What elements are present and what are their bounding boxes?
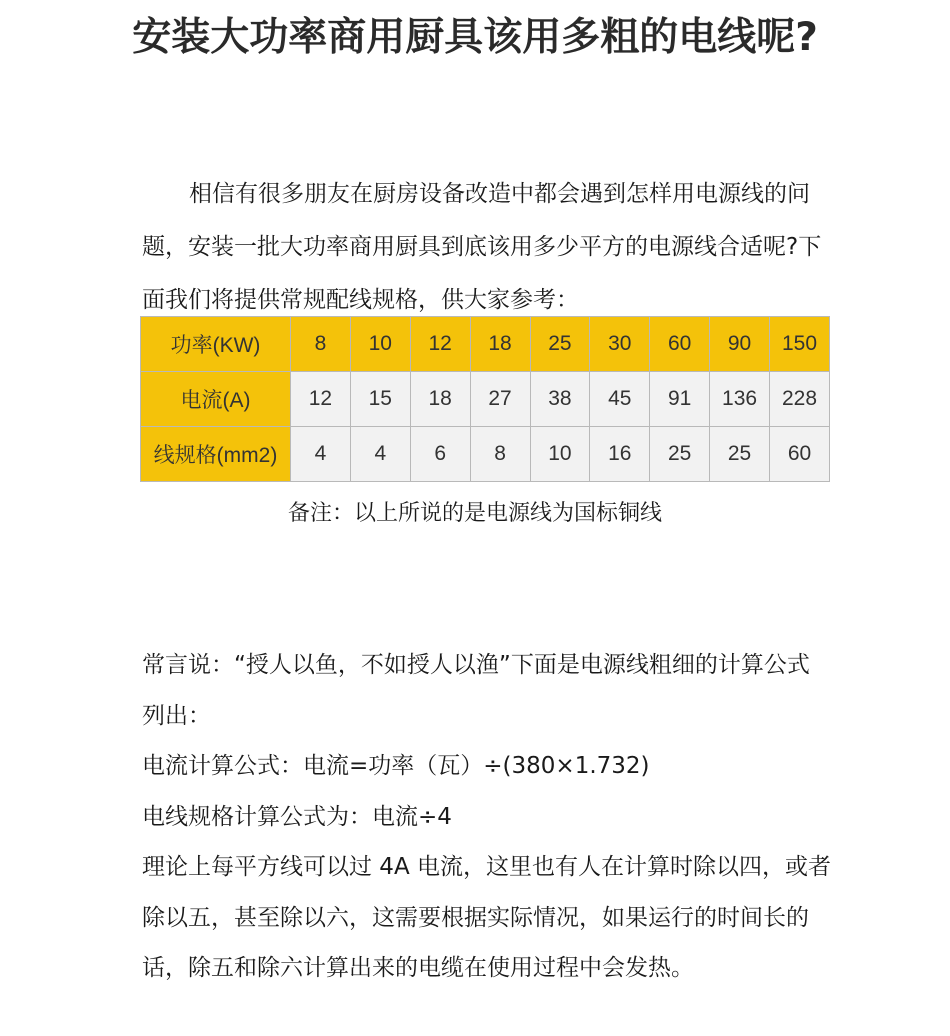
- table-cell: 12: [410, 317, 470, 372]
- table-cell: 10: [530, 427, 590, 482]
- table-cell: 25: [650, 427, 710, 482]
- formula-section: [142, 640, 832, 994]
- table-cell: 16: [590, 427, 650, 482]
- table-cell: 8: [291, 317, 351, 372]
- current-formula: 电流计算公式：电流=功率（瓦）÷(380×1.732): [142, 753, 650, 779]
- current-row: [141, 372, 830, 427]
- table-cell: 25: [710, 427, 770, 482]
- wire-spec-table: [140, 316, 830, 482]
- row-label-wire-size: 线规格(mm2): [141, 427, 291, 482]
- table-cell: 30: [590, 317, 650, 372]
- proverb-text: 常言说：“授人以鱼，不如授人以渔”下面是电源线粗细的计算公式列出：: [142, 652, 810, 729]
- table-cell: 136: [710, 372, 770, 427]
- table-cell: 12: [291, 372, 351, 427]
- table-cell: 4: [291, 427, 351, 482]
- power-row: [141, 317, 830, 372]
- table-cell: 10: [350, 317, 410, 372]
- table-cell: 18: [470, 317, 530, 372]
- table-cell: 150: [770, 317, 830, 372]
- table-cell: 27: [470, 372, 530, 427]
- intro-paragraph: 相信有很多朋友在厨房设备改造中都会遇到怎样用电源线的问题，安装一批大功率商用厨具到底该用多少平方的电源线合适呢?下面我们将提供常规配线规格，供大家参考：: [142, 181, 822, 313]
- row-label-power: 功率(KW): [141, 317, 291, 372]
- table-cell: 60: [770, 427, 830, 482]
- table-cell: 228: [770, 372, 830, 427]
- wire-size-formula: 电线规格计算公式为：电流÷4: [142, 803, 452, 830]
- wire-size-row: [141, 427, 830, 482]
- row-label-current: 电流(A): [141, 372, 291, 427]
- table-cell: 38: [530, 372, 590, 427]
- table-cell: 45: [590, 372, 650, 427]
- theory-explanation: 理论上每平方线可以过 4A 电流，这里也有人在计算时除以四，或者除以五，甚至除以六，这需要根据实际情况，如果运行的时间长的话，除五和除六计算出来的电缆在使用过程中会发热。: [142, 854, 831, 981]
- table-cell: 15: [350, 372, 410, 427]
- table-cell: 18: [410, 372, 470, 427]
- table-cell: 25: [530, 317, 590, 372]
- table-note: 备注：以上所说的是电源线为国标铜线: [287, 501, 662, 526]
- page-title: 安装大功率商用厨具该用多粗的电线呢?: [132, 15, 818, 60]
- table-cell: 90: [710, 317, 770, 372]
- table-cell: 8: [470, 427, 530, 482]
- table-cell: 6: [410, 427, 470, 482]
- table-cell: 60: [650, 317, 710, 372]
- table-cell: 4: [350, 427, 410, 482]
- table-cell: 91: [650, 372, 710, 427]
